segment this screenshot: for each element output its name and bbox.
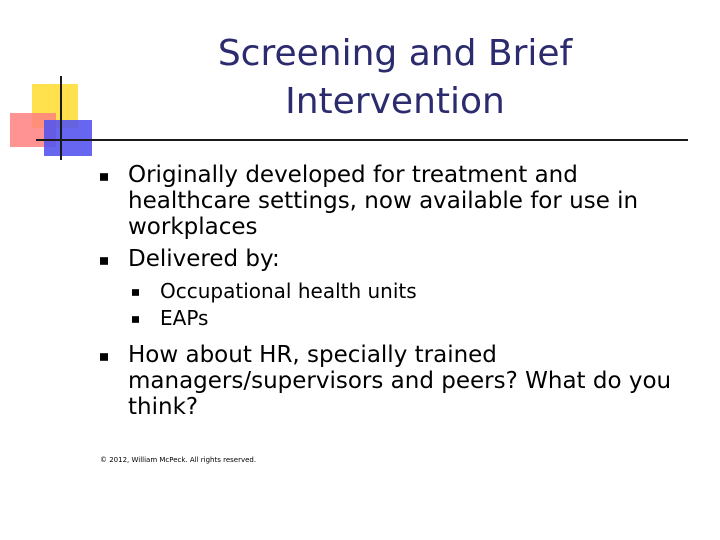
square-bullet-icon [132, 316, 139, 323]
bullet-item [100, 342, 700, 420]
sub-bullet-item [132, 305, 700, 332]
bullet-item [100, 162, 700, 240]
slide-title [140, 30, 650, 126]
bullet-item [100, 246, 700, 332]
sub-bullet-list [128, 278, 700, 332]
slide-title-line-2: Intervention [285, 81, 505, 122]
slide-title-line-1: Screening and Brief [217, 33, 573, 74]
copyright-footer: © 2012, William McPeck. All rights reserved. [100, 456, 257, 464]
bullet-text: Originally developed for treatment and healthcare settings, now available for use in workplaces [128, 162, 639, 240]
square-bullet-icon [100, 173, 108, 181]
bullet-text: Delivered by: [128, 246, 280, 272]
decorative-vertical-line [60, 76, 62, 160]
square-bullet-icon [100, 353, 108, 361]
sub-bullet-text: EAPs [160, 306, 209, 330]
square-bullet-icon [132, 289, 139, 296]
bullet-text: How about HR, specially trained managers/supervisors and peers? What do you think? [128, 342, 672, 420]
square-bullet-icon [100, 257, 108, 265]
title-divider-line [36, 139, 688, 141]
sub-bullet-item [132, 278, 700, 305]
sub-bullet-text: Occupational health units [160, 279, 417, 303]
decorative-blue-square [44, 120, 92, 156]
bullet-list [100, 162, 700, 426]
